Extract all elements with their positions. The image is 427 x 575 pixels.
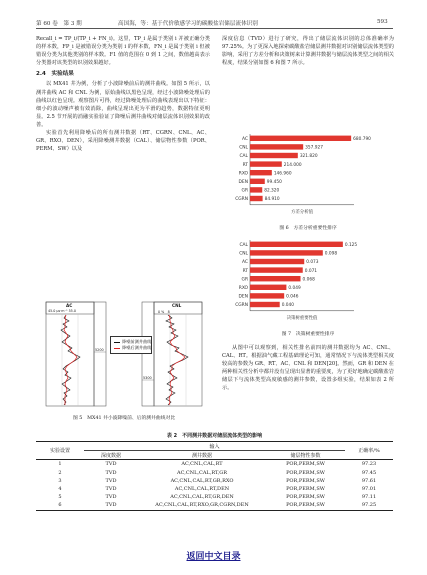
fig7-category-label: DEN	[238, 294, 248, 300]
legend-raw-swatch	[114, 342, 120, 343]
table-cell: AC,CNL,CAL,RT,GR,RXO	[170, 477, 234, 484]
table-row	[36, 501, 393, 510]
fig6-value-label: 146.960	[273, 171, 292, 177]
table-cell: 97.11	[361, 494, 377, 501]
fig6-value-label: 357.927	[305, 145, 323, 151]
back-to-contents-link[interactable]: 返回中文目录	[186, 552, 241, 562]
table-cell: 4	[58, 486, 62, 493]
well-log-plot	[36, 300, 212, 412]
figure-5-caption: 图 5 MX41 井小波降噪前、后的测井曲线对比	[72, 416, 176, 421]
table-cell: TVD	[105, 461, 117, 468]
fig6-category-label: CGRN	[235, 197, 248, 203]
right-paragraph-2: 从图中可以观察到，相关性排名前四的测井数据均为 AC、CNL、CAL、RT。根据油气藏工程基础理论可知，通常情况下与流体类型相关度较高的参数为 GR、RT、AC、CNL 和 DEN[20]。然而，GR 和 DEN 在两种相关性分析中都并没有呈现出显著的重要度，为了更好地确定碳酸盐岩储层下与流体类型高度敏感的测井参数，设置多组实验，结果如表 2 所示。	[222, 345, 394, 392]
table-row	[36, 493, 393, 501]
fig6-value-label: 214.000	[283, 162, 302, 168]
figure-7	[222, 236, 394, 328]
right-column-bottom-text	[222, 344, 394, 393]
fig6-value-label: 84.910	[264, 197, 280, 203]
header-input-group: 输入	[84, 442, 345, 451]
fig7-bar	[250, 276, 301, 281]
fig7-bar	[250, 285, 286, 290]
cnl-raw-curve	[166, 315, 188, 405]
table-cell: TVD	[105, 486, 117, 493]
table-row	[36, 460, 393, 469]
table-cell: POR,PERM,SW	[286, 469, 325, 476]
table-cell: POR,PERM,SW	[286, 461, 325, 468]
fig7-value-label: 0.049	[288, 286, 301, 291]
table-cell: 6	[58, 502, 62, 509]
figure-6-chart	[222, 130, 394, 222]
table-cell: 97.01	[361, 486, 377, 493]
fig7-category-label: CNL	[239, 251, 248, 257]
fig7-bar	[250, 242, 343, 247]
table-cell: 2	[58, 469, 62, 476]
body-paragraph-1: 以 MX41 井为例，分析了小波降噪前后的测井曲线。如图 5 所示，以测井曲线 AC 和 CNL 为例，原始曲线以黑色呈现，经过小波降噪处理后的曲线以红色呈现。观察图片可得，经过降噪处理后的曲线表现出以下特征：细小的波动噪声被有效消除，曲线呈现出更为平滑的趋势，数据特征更明显。2.5 节开展的消融实验验证了降噪后测井曲线对储层流体识别效果的改善。	[36, 81, 210, 128]
ac-track-scale: 45.0 μs·m⁻¹ 55.0	[48, 309, 76, 313]
table-2-title: 表 2 不同测井数据对储层流体类型的影响	[166, 433, 263, 439]
left-column-text	[36, 35, 210, 153]
fig7-bar	[250, 302, 280, 307]
figure-6	[222, 130, 394, 222]
legend-denoised-swatch	[114, 348, 120, 349]
table-cell: AC,CNL,CAL,RT	[181, 461, 223, 468]
fig6-value-label: 680.790	[353, 137, 371, 142]
fig7-category-label: RXO	[238, 286, 248, 291]
fig6-value-label: 99.450	[266, 180, 282, 185]
running-header-left: 第 60 卷 第 3 期	[36, 21, 82, 27]
table-body	[36, 460, 393, 510]
body-paragraph-2: 实验首先利用降噪后的所有测井数据（RT、CGRN、CNL、AC、GR、RXO、DEN），采用降噪测井数据（CAL）、储层物性参数（POR、PERM、SW）以及	[36, 130, 210, 153]
fig7-category-label: AC	[242, 260, 248, 266]
fig7-category-label: CGRN	[235, 303, 248, 309]
fig7-value-label: 0.046	[286, 294, 299, 300]
table-row	[36, 485, 393, 493]
table-cell: POR,PERM,SW	[286, 502, 325, 509]
table-cell: 97.23	[361, 461, 377, 468]
fig6-bar	[250, 187, 262, 192]
fig6-category-label: RT	[242, 162, 248, 168]
fig7-value-label: 0.073	[306, 260, 319, 266]
figure-7-chart	[222, 236, 394, 328]
fig6-bar	[250, 161, 282, 166]
fig6-bar	[250, 153, 298, 158]
table-cell: POR,PERM,SW	[286, 486, 325, 493]
fig6-category-label: DEN	[238, 180, 248, 185]
fig6-bar	[250, 136, 351, 141]
fig6-bar	[250, 196, 263, 201]
fig6-bar	[250, 144, 303, 149]
legend-denoised-item	[114, 345, 152, 351]
section-heading: 2.4 实验结果	[36, 71, 74, 78]
header-logs: 测井数据	[191, 452, 212, 459]
fig6-category-label: GR	[241, 188, 248, 194]
fig6-category-label: AC	[242, 137, 248, 142]
header-properties: 储层物性参数	[290, 452, 321, 459]
fig6-category-label: CAL	[239, 154, 248, 160]
fig7-bar	[250, 293, 284, 298]
table-cell: 97.61	[361, 477, 377, 484]
fig7-bar	[250, 267, 303, 272]
fig7-category-label: GR	[241, 277, 248, 283]
legend-raw-label: 降噪前测井曲线	[122, 339, 152, 344]
fig7-value-label: 0.068	[302, 277, 315, 283]
ac-track-title: AC	[66, 303, 73, 308]
table-cell: POR,PERM,SW	[286, 494, 325, 501]
table-cell: TVD	[105, 469, 117, 476]
legend-denoised-label: 降噪后测井曲线	[122, 345, 152, 350]
depth-mark-1: 5200	[95, 348, 104, 352]
fig6-category-label: CNL	[239, 145, 248, 151]
depth-mark-2: 5300	[143, 376, 152, 380]
results-table	[36, 441, 393, 511]
cnl-track-title: CNL	[172, 303, 182, 308]
table-cell: 1	[58, 461, 62, 468]
fig7-category-label: RT	[242, 268, 248, 274]
fig7-bar	[250, 259, 304, 264]
fig6-bar	[250, 170, 272, 175]
figure-5-legend	[110, 336, 152, 354]
page-number: 593	[377, 19, 388, 25]
table-row	[36, 477, 393, 485]
figure-7-caption: 图 7 决策树重要性排序	[281, 332, 335, 337]
header-accuracy: 正确率/%	[345, 442, 393, 460]
fig6-value-label: 321.820	[299, 154, 318, 160]
table-cell: 3	[58, 477, 62, 484]
fig7-value-label: 0.098	[324, 251, 338, 257]
table-cell: TVD	[105, 502, 117, 509]
right-paragraph-1: 深度信息（TVD）进行了研究，得出了储层流体识别的总体准确率为 97.25%。为了更深入地探索碳酸盐岩储层测井数据对识别储层流体类型的影响，采用了方差分析和决策树来计算测井数据与储层流体类型之间的相关程度，结果分别如图 6 和图 7 所示。	[222, 36, 394, 67]
fig6-value-label: 82.320	[264, 188, 280, 194]
figure-5	[36, 300, 212, 412]
table-cell: AC,CNL,CAL,RT,RXO,GR,CGRN,DEN	[155, 502, 249, 509]
table-cell: AC,CNL,CAL,RT,GR,DEN	[170, 494, 234, 501]
fig7-bar	[250, 250, 323, 255]
table-cell: 97.45	[361, 469, 377, 476]
table-cell: 97.25	[361, 502, 377, 509]
running-header-title: 高国海，等：基于代价敏感学习的碳酸盐岩储层流体识别	[118, 21, 258, 27]
header-setting: 实验设置	[36, 442, 84, 460]
fig6-x-axis-label: 方差分析值	[291, 209, 313, 215]
figure-6-caption: 图 6 方差分析重要性排序	[279, 226, 337, 231]
fig6-category-label: RXO	[238, 171, 248, 177]
table-cell: POR,PERM,SW	[286, 477, 325, 484]
header-depth: 深度数据	[100, 452, 121, 459]
recall-paragraph: Recall_i = TP_i/(TP_i + FN_i)。这里，TP_i 是属于类别 i 并被正确分类的样本数，FP_i 是被错误分类为类别 i 的样本数，FN_i 是属于类别 i 但被错误分类为其他类别的样本数。F1 值的范围在 0 到 1 之间，数值越高表示分类器对该类型的识别效果越好。	[36, 36, 210, 67]
table-cell: TVD	[105, 477, 117, 484]
fig7-x-axis-label: 决策树重要性值	[286, 315, 318, 321]
fig7-value-label: 0.071	[304, 268, 318, 274]
fig6-bar	[250, 179, 265, 184]
cnl-track-scale: 0 % 8	[158, 310, 170, 314]
header-rule	[36, 28, 393, 29]
table-cell: AC,CNL,CAL,RT,GR	[177, 469, 227, 476]
table-cell: TVD	[105, 494, 117, 501]
ac-raw-curve	[61, 315, 80, 405]
fig7-value-label: 0.125	[344, 243, 358, 248]
table-2	[36, 441, 393, 511]
right-column-top-text	[222, 35, 394, 67]
table-row	[36, 469, 393, 477]
ac-denoised-curve	[64, 315, 77, 405]
fig7-value-label: 0.040	[281, 303, 295, 309]
table-cell: AC,CNL,CAL,RT,DEN	[174, 486, 230, 493]
fig7-category-label: CAL	[239, 243, 248, 248]
table-cell: 5	[58, 494, 62, 501]
